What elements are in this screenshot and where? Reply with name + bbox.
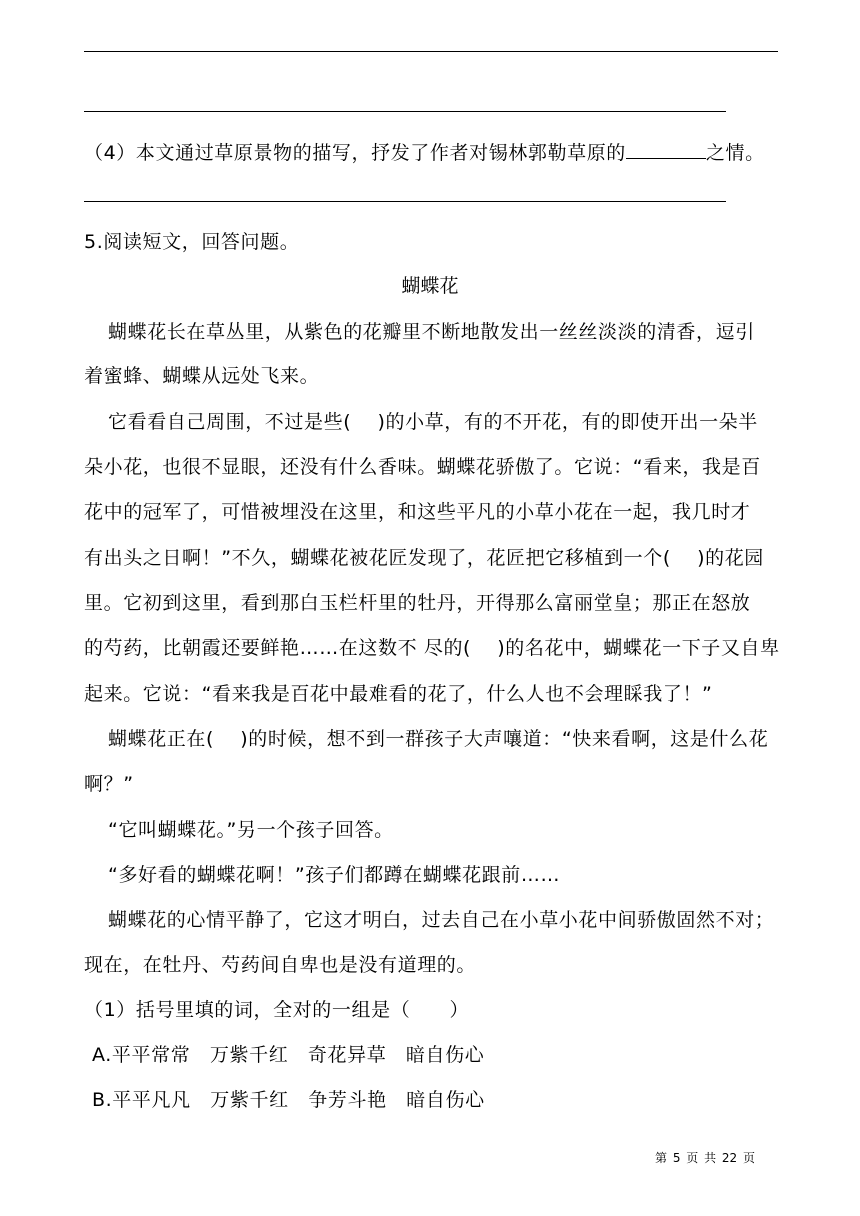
passage-line: 蝴蝶花正在( )的时候，想不到一群孩子大声嚷道：“快来看啊，这是什么花 [108, 728, 769, 750]
passage-line: 花中的冠军了，可惜被埋没在这里，和这些平凡的小草小花在一起，我几时才 [84, 501, 751, 523]
question-4-text: （4）本文通过草原景物的描写，抒发了作者对锡林郭勒草原的 [84, 142, 626, 164]
passage-line: 有出头之日啊！”不久，蝴蝶花被花匠发现了，花匠把它移植到一个( )的花园 [84, 547, 764, 569]
passage-title: 蝴蝶花 [401, 275, 459, 297]
option-b[interactable]: B.平平凡凡 万紫千红 争芳斗艳 暗自伤心 [92, 1089, 485, 1111]
page-footer: 第 5 页 共 22 页 [655, 1151, 755, 1165]
passage-line: 蝴蝶花长在草丛里，从紫色的花瓣里不断地散发出一丝丝淡淡的清香，逗引 [108, 321, 755, 343]
passage-line: 朵小花，也很不显眼，还没有什么香味。蝴蝶花骄傲了。它说：“看来，我是百 [84, 456, 761, 478]
question-4 [84, 140, 765, 165]
passage-line: 的芍药，比朝霞还要鲜艳……在这数不 尽的( )的名花中，蝴蝶花一下子又自卑 [84, 637, 780, 659]
option-a[interactable]: A.平平常常 万紫千红 奇花异草 暗自伤心 [92, 1044, 485, 1066]
passage-line: 啊？” [84, 773, 134, 795]
sub-question-1: （1）括号里填的词，全对的一组是（ ） [84, 999, 470, 1021]
passage-line: 里。它初到这里，看到那白玉栏杆里的牡丹，开得那么富丽堂皇；那正在怒放 [84, 592, 751, 614]
fill-blank[interactable] [626, 140, 706, 159]
answer-line-1 [84, 51, 778, 52]
question-5-heading: 5.阅读短文，回答问题。 [84, 231, 300, 253]
question-4-suffix: 之情。 [705, 142, 765, 164]
passage-line: 蝴蝶花的心情平静了，它这才明白，过去自己在小草小花中间骄傲固然不对； [108, 909, 775, 931]
passage-line: 着蜜蜂、蝴蝶从远处飞来。 [84, 365, 320, 387]
answer-line-3 [84, 201, 726, 202]
passage-line: 它看看自己周围，不过是些( )的小草，有的不开花，有的即使开出一朵半 [108, 411, 758, 433]
passage-line: “多好看的蝴蝶花啊！”孩子们都蹲在蝴蝶花跟前…… [108, 864, 561, 886]
passage-line: 起来。它说：“看来我是百花中最难看的花了，什么人也不会理睬我了！” [84, 683, 713, 705]
passage-line: 现在，在牡丹、芍药间自卑也是没有道理的。 [84, 954, 477, 976]
answer-line-2 [84, 111, 726, 112]
passage-line: “它叫蝴蝶花。”另一个孩子回答。 [108, 819, 394, 841]
